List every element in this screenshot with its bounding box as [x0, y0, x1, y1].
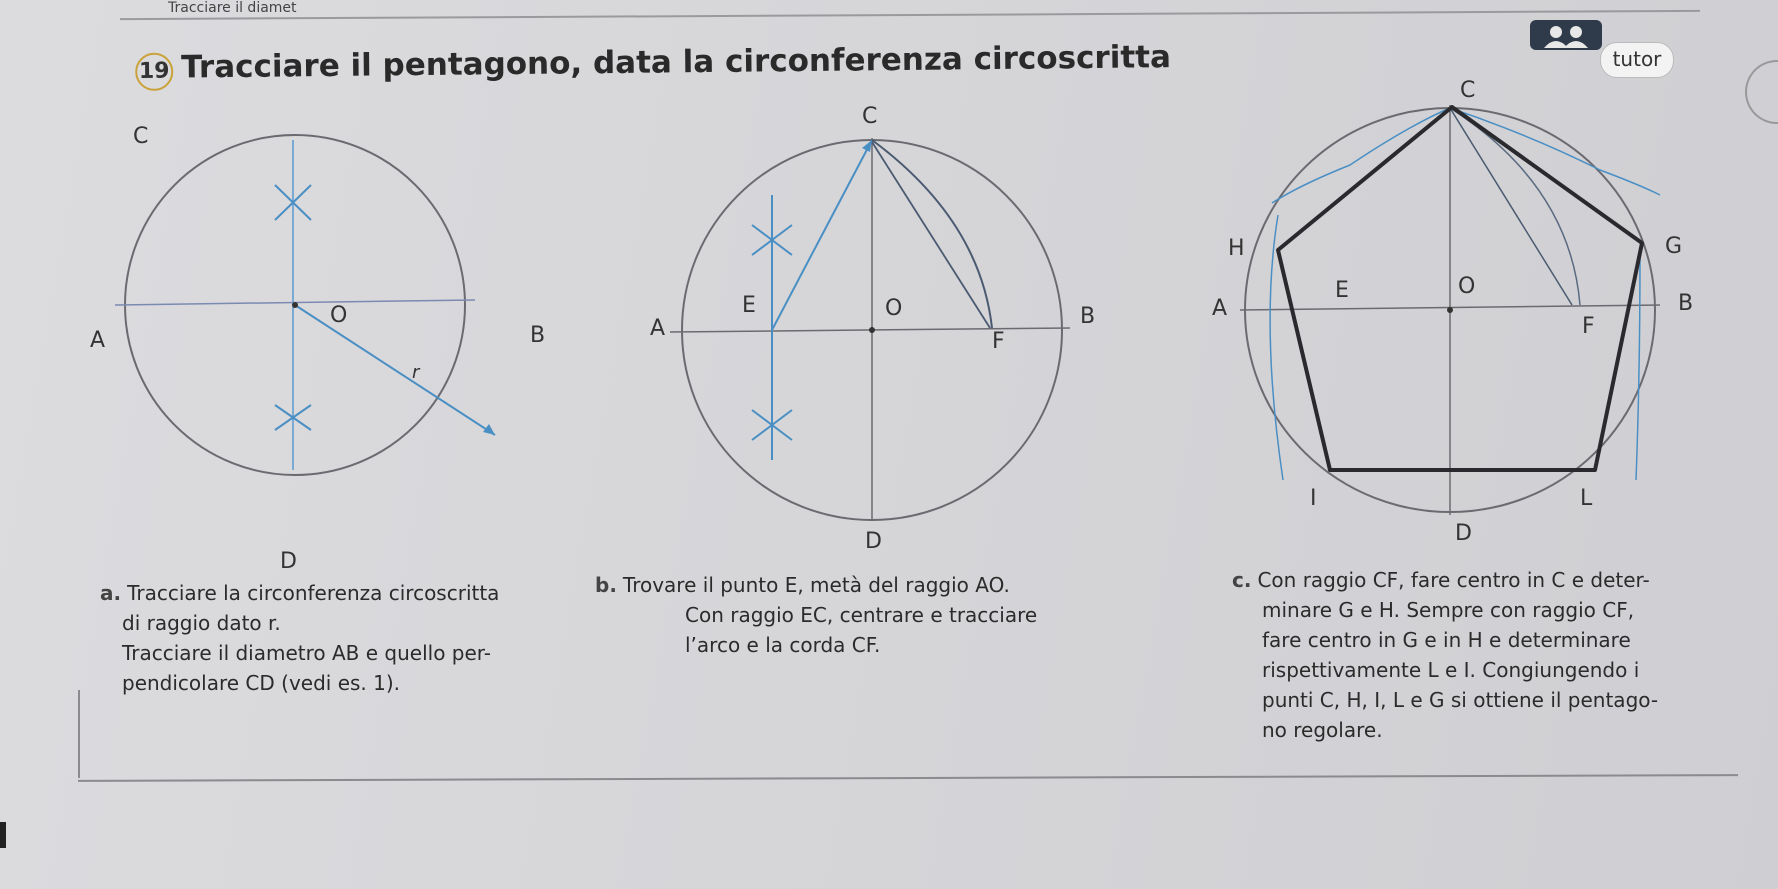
page-corner-mark — [0, 822, 6, 848]
step-a-line1: Tracciare la circonferenza circoscritta — [127, 581, 500, 605]
tutor-button[interactable]: tutor — [1600, 42, 1674, 78]
step-c-line3: fare centro in G e in H e determinare — [1262, 628, 1631, 652]
exercise-title-text: Tracciare il pentagono, data la circonferenza circoscritta — [180, 39, 1172, 86]
step-c-line5: punti C, H, I, L e G si ottiene il pentago- — [1262, 688, 1659, 712]
fig3-label-L: L — [1580, 486, 1593, 511]
box-left-border — [78, 690, 80, 778]
fig3-label-F: F — [1582, 314, 1595, 339]
fig1-label-C: C — [133, 124, 149, 149]
top-divider — [120, 10, 1700, 20]
figure-2-arc-construction — [640, 100, 1120, 560]
page-edge-curve — [1745, 60, 1778, 124]
fig1-label-D: D — [280, 549, 297, 574]
fig1-label-O: O — [330, 303, 348, 328]
step-b — [595, 570, 1155, 660]
step-c-line1: Con raggio CF, fare centro in C e deter- — [1257, 568, 1650, 592]
step-c-line4: rispettivamente L e I. Congiungendo i — [1262, 658, 1640, 682]
step-a-line2: di raggio dato r. — [122, 611, 281, 635]
step-a-letter: a. — [100, 581, 122, 605]
step-c-line2: minare G e H. Sempre con raggio CF, — [1262, 598, 1635, 622]
fig1-label-A: A — [90, 328, 106, 353]
box-bottom-border — [78, 774, 1738, 782]
fig3-label-E: E — [1335, 278, 1349, 303]
step-b-line3: l’arco e la corda CF. — [685, 633, 881, 657]
top-caption: Tracciare il diamet — [168, 0, 297, 16]
step-a-line4: pendicolare CD (vedi es. 1). — [122, 671, 401, 695]
fig3-label-O: O — [1458, 274, 1476, 299]
fig2-label-B: B — [1080, 304, 1096, 329]
step-b-line2: Con raggio EC, centrare e tracciare — [685, 603, 1038, 627]
fig2-label-A: A — [650, 316, 666, 341]
fig2-label-E: E — [742, 293, 756, 318]
fig2-label-F: F — [992, 329, 1005, 354]
fig3-label-C: C — [1460, 78, 1476, 103]
step-c-letter: c. — [1232, 568, 1252, 592]
fig3-label-H: H — [1228, 236, 1245, 261]
step-a — [100, 578, 570, 698]
fig1-label-r: r — [412, 362, 420, 383]
fig3-label-I: I — [1310, 486, 1317, 511]
fig3-label-G: G — [1665, 234, 1683, 259]
fig2-label-O: O — [885, 296, 903, 321]
fig2-label-D: D — [865, 529, 882, 554]
fig3-label-A: A — [1212, 296, 1228, 321]
figure-1-circle-construction — [90, 110, 555, 580]
fig3-label-D: D — [1455, 521, 1472, 546]
exercise-title — [135, 39, 1171, 91]
exercise-number: 19 — [135, 53, 173, 91]
tutor-icon[interactable] — [1528, 16, 1604, 52]
figure-3-pentagon — [1200, 75, 1720, 545]
step-c — [1232, 565, 1752, 745]
fig3-label-B: B — [1678, 291, 1694, 316]
step-b-line1: Trovare il punto E, metà del raggio AO. — [622, 573, 1010, 597]
step-c-line6: no regolare. — [1262, 718, 1383, 742]
step-b-letter: b. — [595, 573, 617, 597]
step-a-line3: Tracciare il diametro AB e quello per- — [122, 641, 491, 665]
fig1-label-B: B — [530, 323, 546, 348]
fig2-label-C: C — [862, 104, 878, 129]
